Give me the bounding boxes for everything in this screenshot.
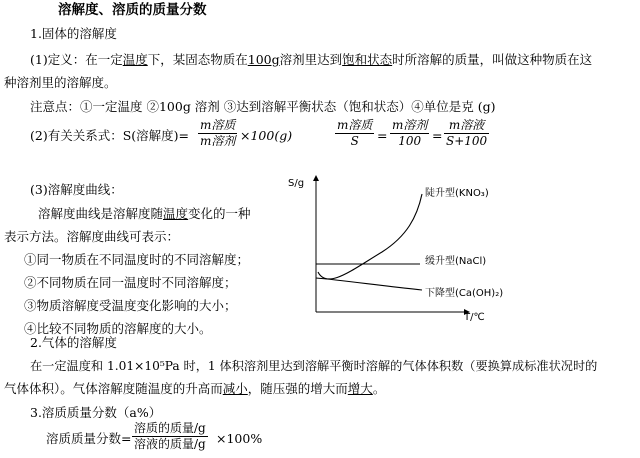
curve-desc-a: 溶解度曲线是溶解度随 [38,206,164,221]
def-temperature: 温度 [122,52,148,67]
def-tail: 时所溶解的质量，叫做这种物质在这 [392,52,593,67]
curve-item-2: ②不同物质在同一温度时不同溶解度； [24,275,237,290]
formula-1-tail: ×100(g) [240,128,293,143]
f2c-numerator: m溶液 [444,118,489,134]
mass-fraction-fraction [132,421,208,452]
page-title: 溶解度、溶质的质量分数 [58,2,207,18]
definition-line-1 [30,52,592,68]
equals-1: = [377,128,388,143]
kno3-label: 陡升型(KNO₃) [425,188,489,199]
caoh2-curve [316,278,422,290]
def-prefix: (1)定义：在一定 [30,52,123,67]
gas-line-1: 在一定温度和 1.01×10⁵Pa 时，1 体积溶剂里达到溶解平衡时溶解的气体体积数（要换算成标准状况时的 [30,359,598,373]
curve-desc-temp: 温度 [163,206,189,221]
mass-fraction-denominator: 溶液的质量/g [134,437,206,451]
x-axis-label: T/℃ [464,312,485,322]
f2a-denominator: S [350,134,359,148]
gas-line-2-c: 。 [372,381,386,396]
kno3-curve [318,194,422,279]
mass-fraction-tail: ×100% [216,431,263,446]
section-2-heading: 2.气体的溶解度 [30,335,117,350]
formula-fraction-a [335,118,374,149]
formula-fraction-1 [198,118,237,149]
f1-denominator: m溶剂 [200,134,236,148]
f2b-denominator: 100 [398,134,422,148]
formula-label: (2)有关关系式：S(溶解度)= [30,128,189,143]
section-1-heading: 1.固体的溶解度 [30,26,117,41]
def-saturated: 饱和状态 [342,52,393,67]
caoh2-label: 下降型(Ca(OH)₂) [425,288,504,299]
f2c-denominator: S+100 [446,134,488,148]
def-mid1: 下，某固态物质在 [147,52,248,67]
curve-desc-line-2: 表示方法。溶解度曲线可表示： [4,229,180,244]
f2a-numerator: m溶质 [337,118,373,132]
f1-numerator: m溶质 [200,118,236,132]
gas-line-2 [4,381,385,397]
y-axis-label: S/g [288,178,305,189]
solubility-curve-graph [282,172,522,322]
curve-label: (3)溶解度曲线： [30,182,123,197]
equals-2: = [432,128,443,143]
gas-line-2-b: ，随压强的增大而 [247,381,348,396]
notes-line: 注意点：①一定温度 ②100g 溶剂 ③达到溶解平衡状态（饱和状态）④单位是克 (g) [30,99,496,114]
def-100g: 100g [247,52,280,67]
curve-desc-b: 变化的一种 [188,206,251,221]
gas-increase: 增大 [347,381,373,396]
mass-fraction-label: 溶质质量分数= [46,431,132,446]
f2b-numerator: m溶剂 [392,118,428,132]
curve-item-3: ③物质溶解度受温度变化影响的大小； [24,298,237,313]
curve-item-4: ④比较不同物质的溶解度的大小。 [24,321,212,336]
formula-fraction-c [444,118,489,149]
gas-decrease: 减小 [222,381,248,396]
nacl-label: 缓升型(NaCl) [425,256,487,267]
mass-fraction-numerator: 溶质的质量/g [134,421,206,435]
formula-fraction-b [390,118,429,149]
definition-line-2: 种溶剂里的溶解度。 [4,75,117,90]
curve-item-1: ①同一物质在不同温度时的不同溶解度； [24,252,250,267]
section-3-heading: 3.溶质质量分数（a%） [30,405,162,420]
curve-desc-line-1 [38,206,251,222]
def-mid2: 溶剂里达到 [279,52,343,67]
gas-line-2-a: 气体体积）。气体溶解度随温度的升高而 [4,381,223,396]
